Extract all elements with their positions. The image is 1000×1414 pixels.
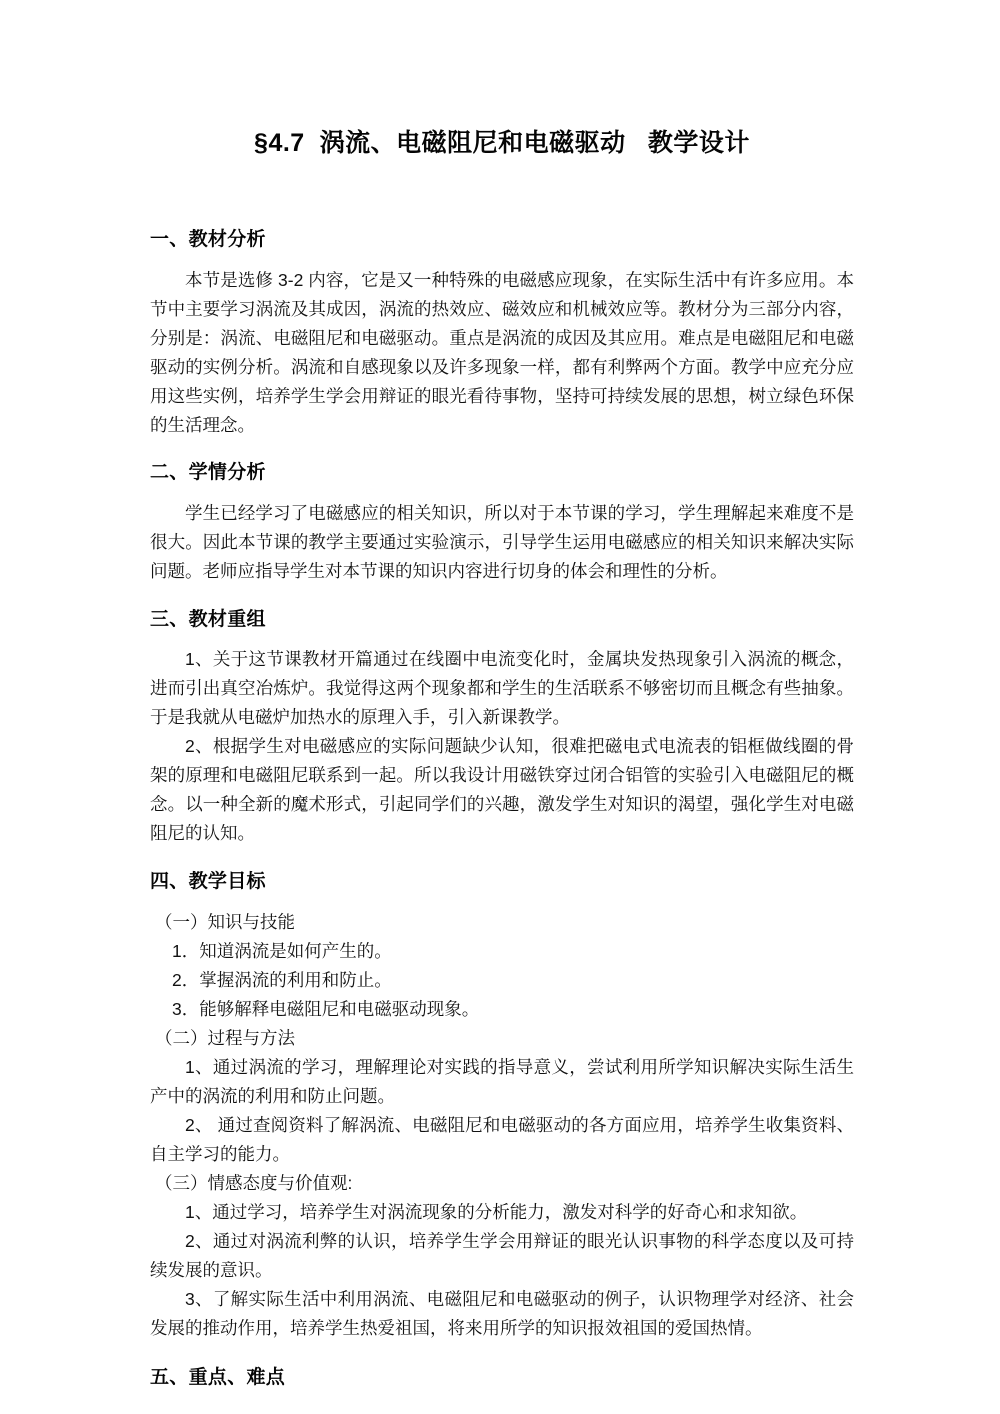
objective-group-label-attitude-values: （三）情感态度与价值观:: [155, 1172, 353, 1193]
objective-paragraph: 2、 通过查阅资料了解涡流、电磁阻尼和电磁驱动的各方面应用，培养学生收集资料、自主学习的能力。: [150, 1114, 854, 1164]
section-heading-material-reorganization: 三、教材重组: [150, 608, 266, 630]
document-body: [150, 0, 854, 1390]
section-heading-key-points-difficulties: 五、重点、难点: [150, 1366, 286, 1388]
section-body-student-situation-analysis: [150, 499, 854, 586]
paragraph: 本节是选修 3-2 内容，它是又一种特殊的电磁感应现象，在实际生活中有许多应用。本节中主要学习涡流及其成因，涡流的热效应、磁效应和机械效应等。教材分为三部分内容，分别是：涡流、电磁阻尼和电磁驱动。重点是涡流的成因及其应用。难点是电磁阻尼和电磁驱动的实例分析。涡流和自感现象以及许多现象一样，都有利弊两个方面。教学中应充分应用这些实例，培养学生学会用辩证的眼光看待事物，坚持可持续发展的思想，树立绿色环保的生活理念。: [150, 269, 854, 435]
objective-item: 2．掌握涡流的利用和防止。: [172, 969, 392, 990]
paragraph: 2、根据学生对电磁感应的实际问题缺少认知，很难把磁电式电流表的铝框做线圈的骨架的原理和电磁阻尼联系到一起。所以我设计用磁铁穿过闭合铝管的实验引入电磁阻尼的概念。以一种全新的魔术形式，引起同学们的兴趣，激发学生对知识的渴望，强化学生对电磁阻尼的认知。: [150, 736, 854, 844]
objective-group-label-process-methods: （二）过程与方法: [155, 1027, 295, 1048]
section-body-teaching-objectives: [150, 908, 854, 1343]
section-heading-teaching-material-analysis: 一、教材分析: [150, 229, 266, 251]
paragraph: 1、关于这节课教材开篇通过在线圈中电流变化时，金属块发热现象引入涡流的概念，进而引出真空冶炼炉。我觉得这两个现象都和学生的生活联系不够密切而且概念有些抽象。于是我就从电磁炉加热水的原理入手，引入新课教学。: [150, 649, 854, 728]
objective-paragraph: 3、了解实际生活中利用涡流、电磁阻尼和电磁驱动的例子，认识物理学对经济、社会发展的推动作用，培养学生热爱祖国，将来用所学的知识报效祖国的爱国热情。: [150, 1288, 854, 1338]
objective-item: 3．能够解释电磁阻尼和电磁驱动现象。: [172, 998, 480, 1019]
objective-paragraph: 2、通过对涡流利弊的认识，培养学生学会用辩证的眼光认识事物的科学态度以及可持续发展的意识。: [150, 1230, 854, 1280]
section-heading-teaching-objectives: 四、教学目标: [150, 871, 266, 893]
section-heading-student-situation-analysis: 二、学情分析: [150, 461, 266, 483]
section-body-teaching-material-analysis: [150, 266, 854, 440]
objective-paragraph: 1、通过涡流的学习，理解理论对实践的指导意义，尝试利用所学知识解决实际生活生产中的涡流的利用和防止问题。: [150, 1056, 854, 1106]
section-body-material-reorganization: [150, 645, 854, 848]
paragraph: 学生已经学习了电磁感应的相关知识，所以对于本节课的学习，学生理解起来难度不是很大。因此本节课的教学主要通过实验演示，引导学生运用电磁感应的相关知识来解决实际问题。老师应指导学生对本节课的知识内容进行切身的体会和理性的分析。: [150, 502, 854, 581]
page-title: §4.7 涡流、电磁阻尼和电磁驱动 教学设计: [254, 129, 750, 157]
objective-group-label-knowledge-skills: （一）知识与技能: [155, 911, 295, 932]
objective-paragraph: 1、通过学习，培养学生对涡流现象的分析能力，激发对科学的好奇心和求知欲。: [185, 1201, 808, 1222]
objective-item: 1．知道涡流是如何产生的。: [172, 940, 392, 961]
